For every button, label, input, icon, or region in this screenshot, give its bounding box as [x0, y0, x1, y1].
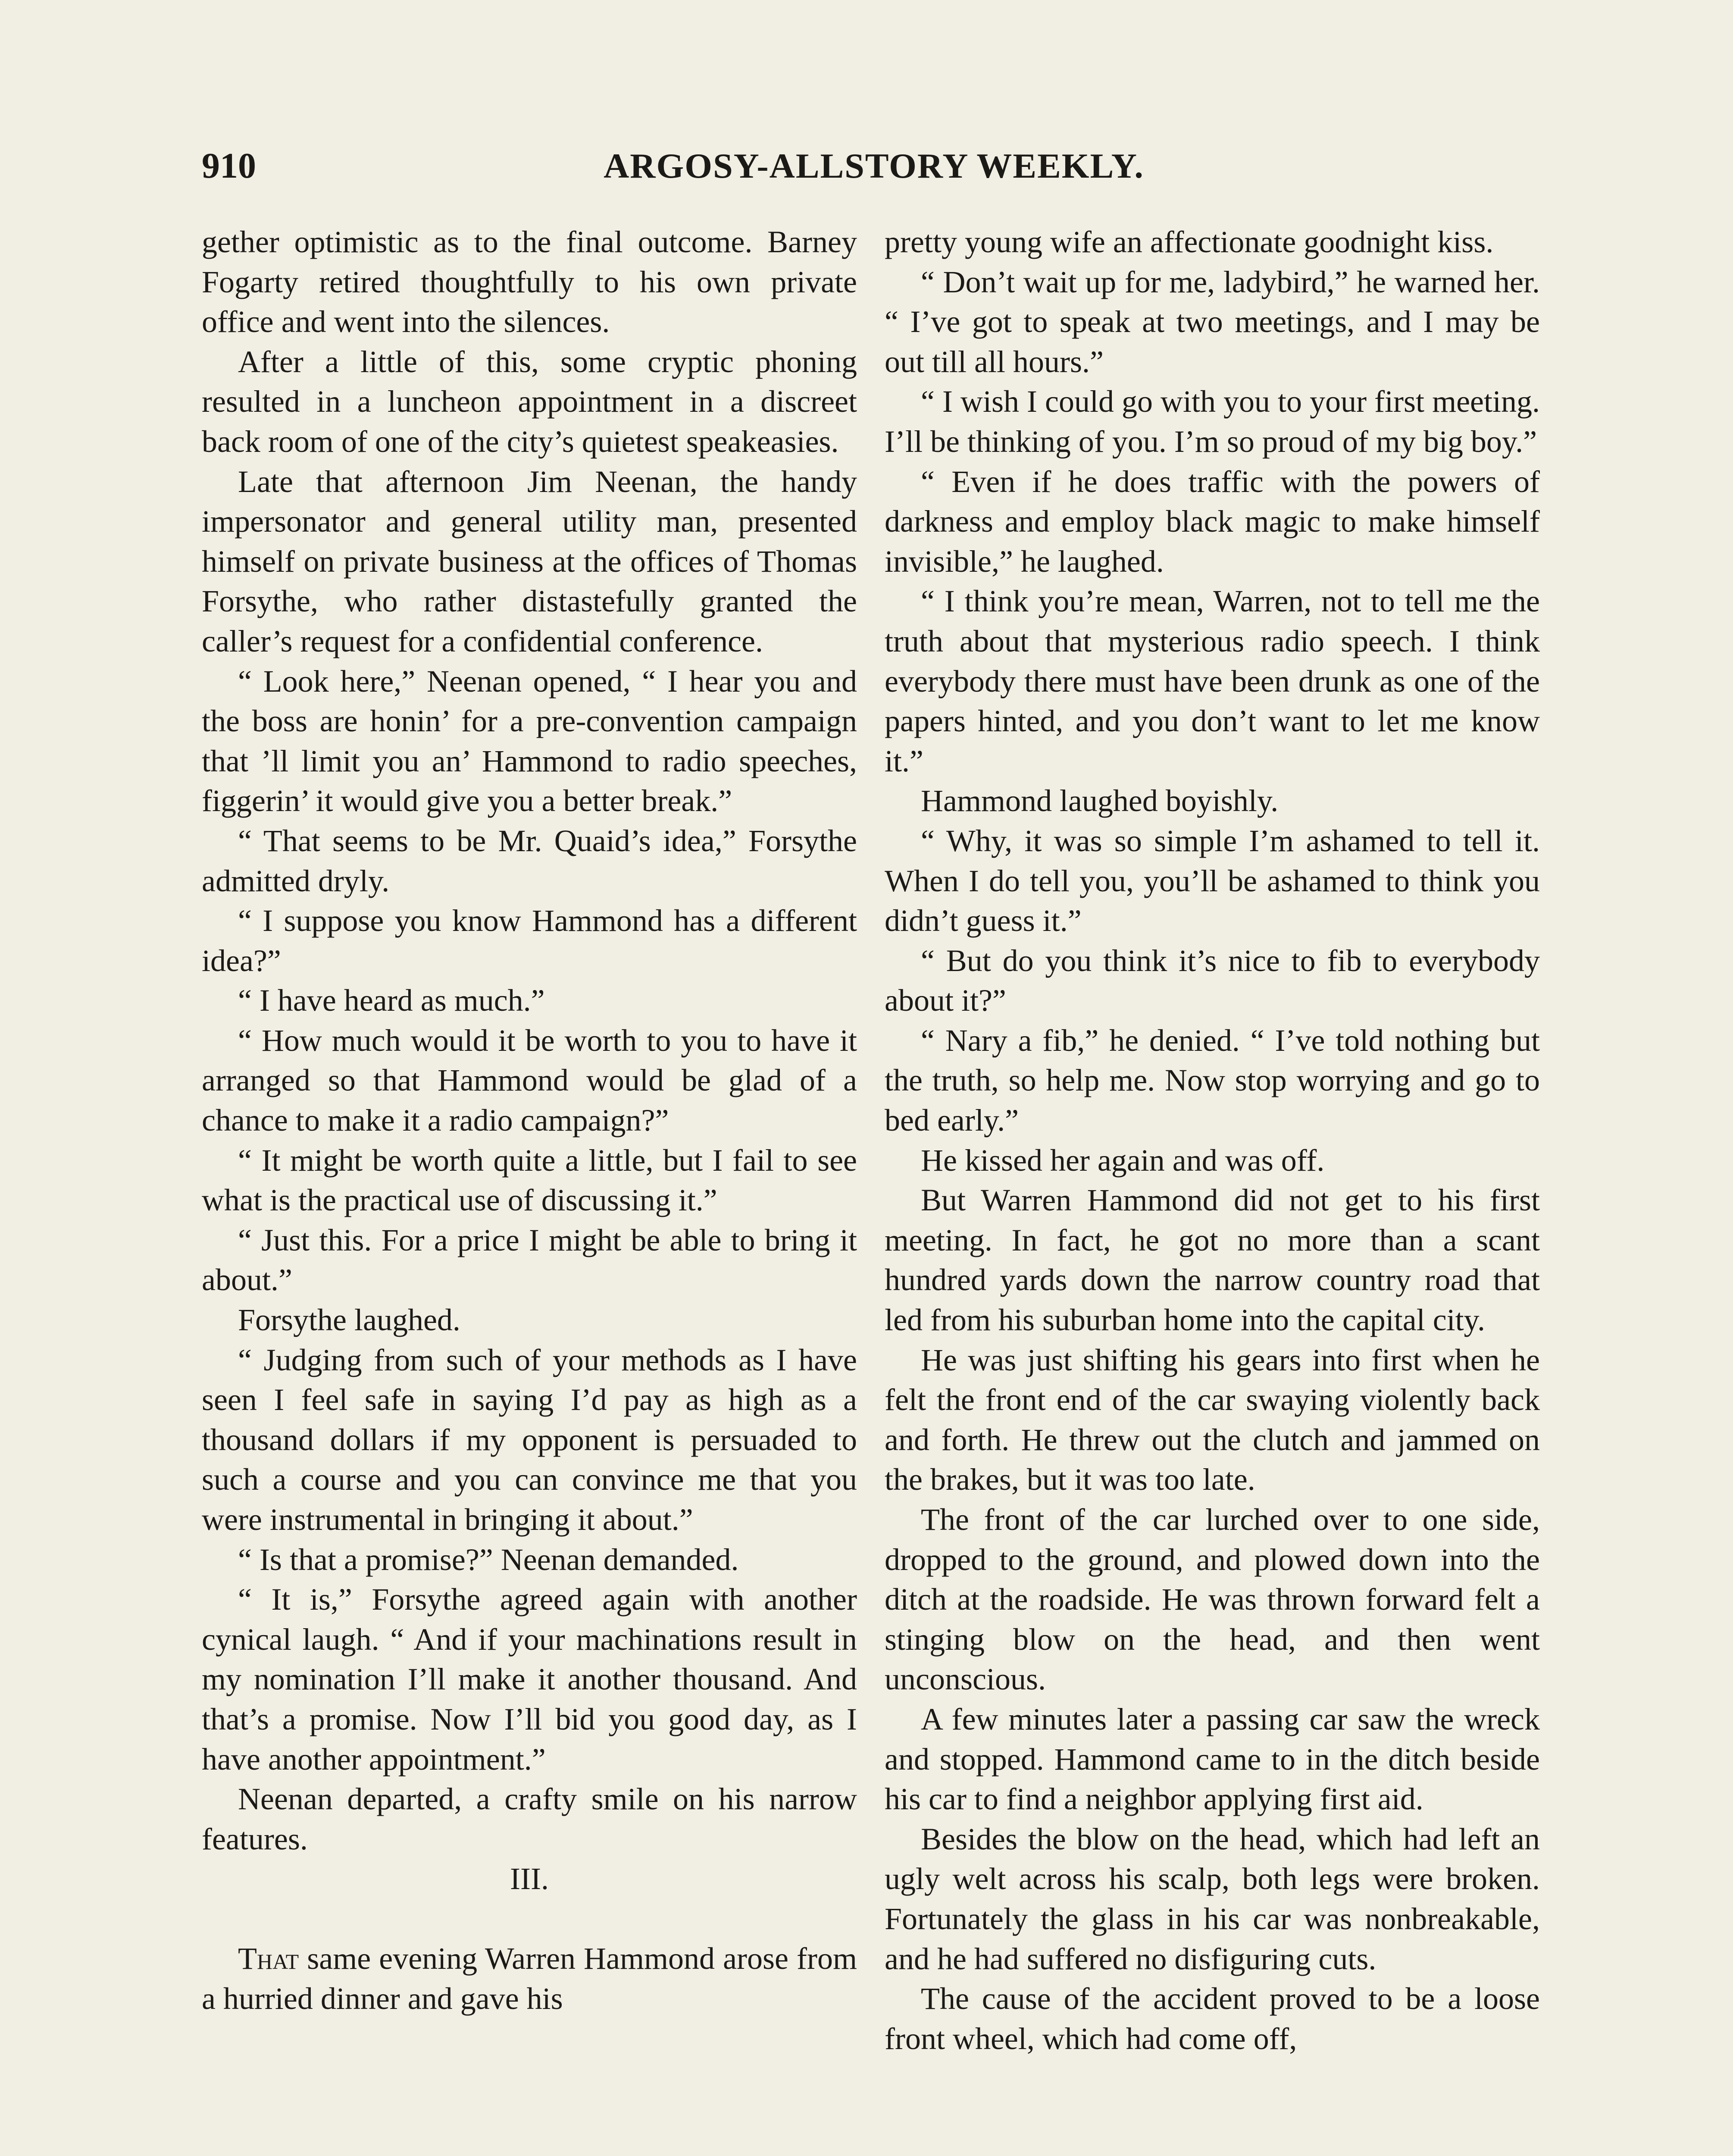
paragraph: “ How much would it be worth to you to have it arranged so that Hammond would be glad of a chance to make it a radio campaign?”	[202, 1023, 857, 1138]
paragraph: The front of the car lurched over to one side, dropped to the ground, and plowed down into the ditch at the roadside. He was thrown forward felt a stinging blow on the head, and then went unconscious.	[885, 1502, 1540, 1697]
paragraph: But Warren Hammond did not get to his first meeting. In fact, he got no more than a scant hundred yards down the narrow country road that led from his suburban home into the capital city.	[885, 1183, 1540, 1338]
paragraph: “ That seems to be Mr. Quaid’s idea,” Forsythe admitted dryly.	[202, 823, 857, 898]
paragraph: “ It is,” Forsythe agreed again with another cynical laugh. “ And if your machinations result in my nomination I’ll make it another thousand. And that’s a promise. Now I’ll bid you good day, as I have another appointment.”	[202, 1582, 857, 1777]
paragraph: “ Just this. For a price I might be able to bring it about.”	[202, 1222, 857, 1297]
paragraph: “ I think you’re mean, Warren, not to tell me the truth about that mysterious radio speech. I think everybody there must have been drunk as one of the papers hinted, and you don’t want to let me know it.”	[885, 584, 1540, 778]
paragraph: Neenan departed, a crafty smile on his narrow features.	[202, 1782, 857, 1856]
paragraph: A few minutes later a passing car saw the wreck and stopped. Hammond came to in the ditch beside his car to find a neighbor applying first aid.	[885, 1702, 1540, 1817]
opening-text: same evening Warren Hammond arose from a hurried dinner and gave his	[202, 1941, 857, 2016]
section-heading: III.	[510, 1861, 549, 1896]
paragraph: “ I wish I could go with you to your first meeting. I’ll be thinking of you. I’m so proud of my big boy.”	[885, 384, 1540, 459]
left-column	[202, 222, 857, 2156]
page-number: 910	[202, 146, 256, 186]
paragraph: “ Judging from such of your methods as I have seen I feel safe in saying I’d pay as high as a thousand dollars if my opponent is persuaded to such a course and you can convince me that you were instrumental in bringing it about.”	[202, 1342, 857, 1537]
paragraph: After a little of this, some cryptic phoning resulted in a luncheon appointment in a discreet back room of one of the city’s quietest speakeasies.	[202, 344, 857, 459]
paragraph: Hammond laughed boyishly.	[921, 783, 1279, 818]
paragraph: “ Look here,” Neenan opened, “ I hear you and the boss are honin’ for a pre-convention campaign that ’ll limit you an’ Hammond to radio speeches, figgerin’ it would give you a better break.”	[202, 664, 857, 818]
paragraph: “ But do you think it’s nice to fib to everybody about it?”	[885, 943, 1540, 1018]
paragraph: Forsythe laughed.	[238, 1303, 460, 1338]
paragraph: “ Why, it was so simple I’m ashamed to tell it. When I do tell you, you’ll be ashamed to think you didn’t guess it.”	[885, 823, 1540, 938]
paragraph: “ I have heard as much.”	[238, 983, 545, 1018]
paragraph: gether optimistic as to the final outcome. Barney Fogarty retired thoughtfully to his own private office and went into the silences.	[202, 225, 857, 339]
paragraph: He kissed her again and was off.	[921, 1143, 1325, 1178]
paragraph: “ Don’t wait up for me, ladybird,” he warned her. “ I’ve got to speak at two meetings, and I may be out till all hours.”	[885, 264, 1540, 379]
paragraph: The cause of the accident proved to be a loose front wheel, which had come off,	[885, 1981, 1540, 2056]
running-title: ARGOSY-ALLSTORY WEEKLY.	[604, 146, 1144, 185]
paragraph: He was just shifting his gears into first when he felt the front end of the car swaying violently back and forth. He threw out the clutch and jammed on the brakes, but it was too late.	[885, 1342, 1540, 1497]
section-opening-paragraph	[202, 1939, 857, 2018]
right-column	[885, 222, 1540, 2156]
paragraph: Besides the blow on the head, which had left an ugly welt across his scalp, both legs were broken. Fortunately the glass in his car was nonbreakable, and he had suffered no disfiguring cuts.	[885, 1821, 1540, 1976]
paragraph: pretty young wife an affectionate goodnight kiss.	[885, 225, 1494, 259]
paragraph: “ Even if he does traffic with the powers of darkness and employ black magic to make himself invisible,” he laughed.	[885, 464, 1540, 579]
page-header	[202, 142, 1546, 207]
lead-word: That	[238, 1941, 299, 1976]
paragraph: “ Is that a promise?” Neenan demanded.	[238, 1542, 739, 1577]
paragraph: Late that afternoon Jim Neenan, the handy impersonator and general utility man, presented himself on private business at the offices of Thomas Forsythe, who rather distastefully granted the caller’s request for a confidential conference.	[202, 464, 857, 658]
paragraph: “ Nary a fib,” he denied. “ I’ve told nothing but the truth, so help me. Now stop worrying and go to bed early.”	[885, 1023, 1540, 1138]
paragraph: “ I suppose you know Hammond has a different idea?”	[202, 903, 857, 978]
paragraph: “ It might be worth quite a little, but I fail to see what is the practical use of discussing it.”	[202, 1143, 857, 1218]
